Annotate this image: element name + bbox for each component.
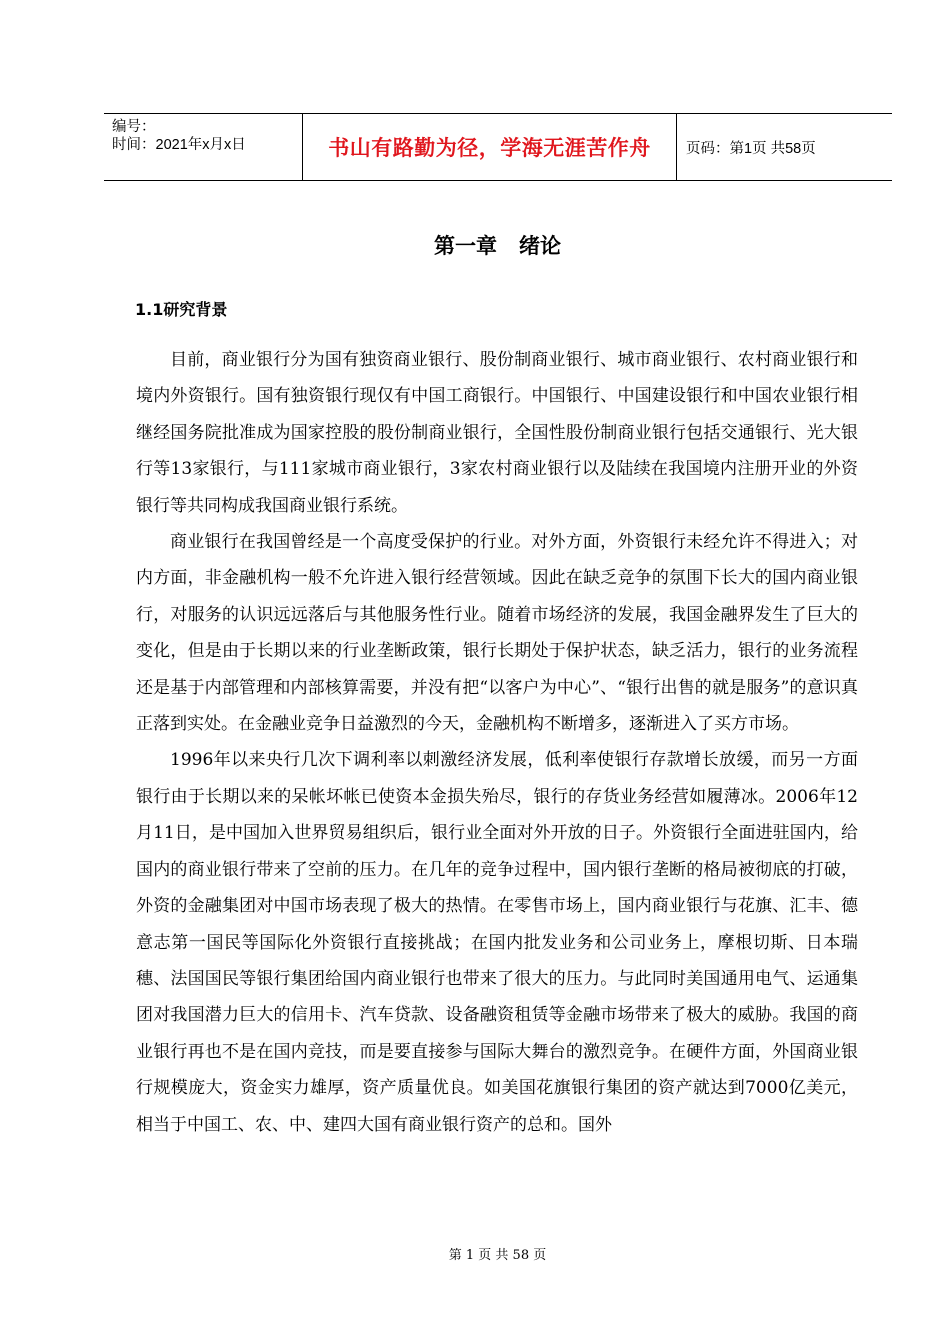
section-title: 1.1研究背景	[135, 300, 228, 319]
header-page-info: 页码：第1页 共58页	[686, 140, 816, 157]
serial-number-label: 编号：	[112, 119, 156, 135]
paragraph: 商业银行在我国曾经是一个高度受保护的行业。对外方面，外资银行未经允许不得进入；对内方面，非金融机构一般不允许进入银行经营领域。因此在缺乏竞争的氛围下长大的国内商业银行，对服务的认识远远落后与其他服务性行业。随着市场经济的发展，我国金融界发生了巨大的变化，但是由于长期以来的行业垄断政策，银行长期处于保护状态，缺乏活力，银行的业务流程还是基于内部管理和内部核算需要，并没有把“以客户为中心”、“银行出售的就是服务”的意识真正落到实处。在金融业竞争日益激烈的今天，金融机构不断增多，逐渐进入了买方市场。	[136, 532, 858, 735]
header-motto: 书山有路勤为径，学海无涯苦作舟	[303, 114, 677, 180]
chapter-title: 第一章 绪论	[434, 234, 561, 258]
page-footer: 第 1 页 共 58 页	[448, 1248, 547, 1263]
paragraph: 1996年以来央行几次下调利率以刺激经济发展，低利率使银行存款增长放缓，而另一方面银行由于长期以来的呆帐坏帐已使资本金损失殆尽，银行的存货业务经营如履薄冰。2006年12月11日，是中国加入世界贸易组织后，银行业全面对外开放的日子。外资银行全面进驻国内，给国内的商业银行带来了空前的压力。在几年的竞争过程中，国内银行垄断的格局被彻底的打破，外资的金融集团对中国市场表现了极大的热情。在零售市场上，国内商业银行与花旗、汇丰、德意志第一国民等国际化外资银行直接挑战；在国内批发业务和公司业务上，摩根切斯、日本瑞穗、法国国民等银行集团给国内商业银行也带来了很大的压力。与此同时美国通用电气、运通集团对我国潜力巨大的信用卡、汽车贷款、设备融资租赁等金融市场带来了极大的威胁。我国的商业银行再也不是在国内竞技，而是要直接参与国际大舞台的激烈竞争。在硬件方面，外国商业银行规模庞大，资金实力雄厚，资产质量优良。如美国花旗银行集团的资产就达到7000亿美元，相当于中国工、农、中、建四大国有商业银行资产的总和。国外	[136, 750, 858, 1135]
header-meta-cell	[104, 114, 303, 180]
paragraph: 目前，商业银行分为国有独资商业银行、股份制商业银行、城市商业银行、农村商业银行和境内外资银行。国有独资银行现仅有中国工商银行。中国银行、中国建设银行和中国农业银行相继经国务院批准成为国家控股的股份制商业银行，全国性股份制商业银行包括交通银行、光大银行等13家银行，与111家城市商业银行，3家农村商业银行以及陆续在我国境内注册开业的外资银行等共同构成我国商业银行系统。	[136, 350, 858, 516]
document-header	[104, 113, 892, 181]
date-line: 时间：2021年x月x日	[112, 137, 246, 153]
body-text	[136, 342, 858, 1143]
